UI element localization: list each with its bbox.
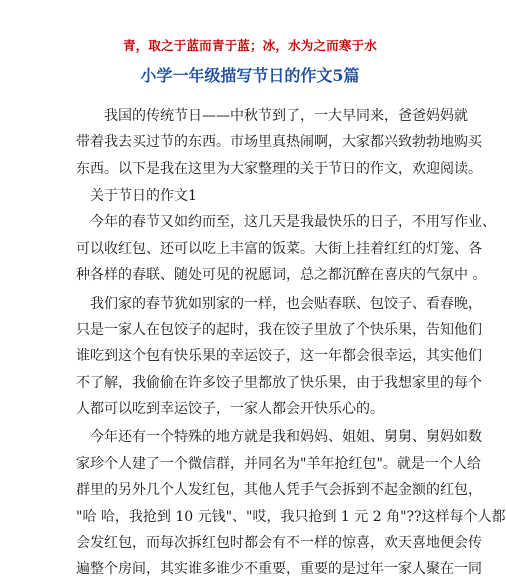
text-line: 谁吃到这个包有快乐果的幸运饺子，这一年都会很幸运，其实他们 (76, 348, 482, 365)
page-title: 小学一年级描写节日的作文5篇 (140, 66, 360, 85)
paragraph-2 (76, 291, 482, 423)
paragraph-3 (76, 424, 506, 582)
text-line: 关于节日的作文1 (76, 187, 197, 204)
text-line: 种各样的春联、随处可见的祝愿词，总之都沉醉在喜庆的气氛中 。 (76, 267, 487, 284)
text-line: 我们家的春节犹如别家的一样，也会贴春联、包饺子、看春晚， (76, 295, 482, 312)
text-line: 今年还有一个特殊的地方就是我和妈妈、姐姐、舅舅、舅妈如数 (76, 429, 482, 446)
article-body (76, 103, 506, 583)
text-line: 可以收红包、还可以吃上丰富的饭菜。大街上挂着红红的灯笼、各 (76, 240, 482, 257)
text-line: 会发红包，而每次拆红包时都会有不一样的惊喜，欢天喜地便会传 (76, 535, 482, 552)
text-line: 人都可以吃到幸运饺子，一家人都会开快乐心的。 (76, 401, 384, 418)
section-heading (76, 183, 431, 209)
text-line: 群里的另外几个人发红包，其他人凭手气会拆到不起金额的红包， (76, 482, 482, 499)
text-line: 东西。以下是我在这里为大家整理的关于节日的作文，欢迎阅读。 (76, 160, 482, 177)
paragraph-1 (76, 209, 496, 288)
text-line: "哈 哈，我抢到 10 元钱"、"哎，我只抢到 1 元 2 角"??这样每个人都 (76, 508, 506, 525)
text-line: 家珍个人建了一个微信群，并同名为"羊年抢红包"。就是一个人给 (76, 455, 481, 472)
text-line: 不了解，我偷偷在许多饺子里都放了快乐果，由于我想家里的每个 (76, 374, 482, 391)
motto-header: 青，取之于蓝而青于蓝；冰，水为之而寒于水 (122, 38, 377, 53)
text-line: 我国的传统节日——中秋节到了，一大早同来，爸爸妈妈就 (76, 108, 468, 124)
paragraph-intro (76, 103, 482, 182)
text-line: 今年的春节又如约而至，这几天是我最快乐的日子，不用写作业、 (76, 214, 496, 231)
text-line: 只是一家人在包饺子的起时，我在饺子里放了个快乐果，告知他们 (76, 321, 482, 338)
text-line: 带着我去买过节的东西。市场里真热闹啊，大家都兴致勃勃地购买 (76, 134, 482, 151)
text-line: 遍整个房间，其实谁多谁少不重要，重要的是过年一家人聚在一同 (76, 561, 482, 578)
